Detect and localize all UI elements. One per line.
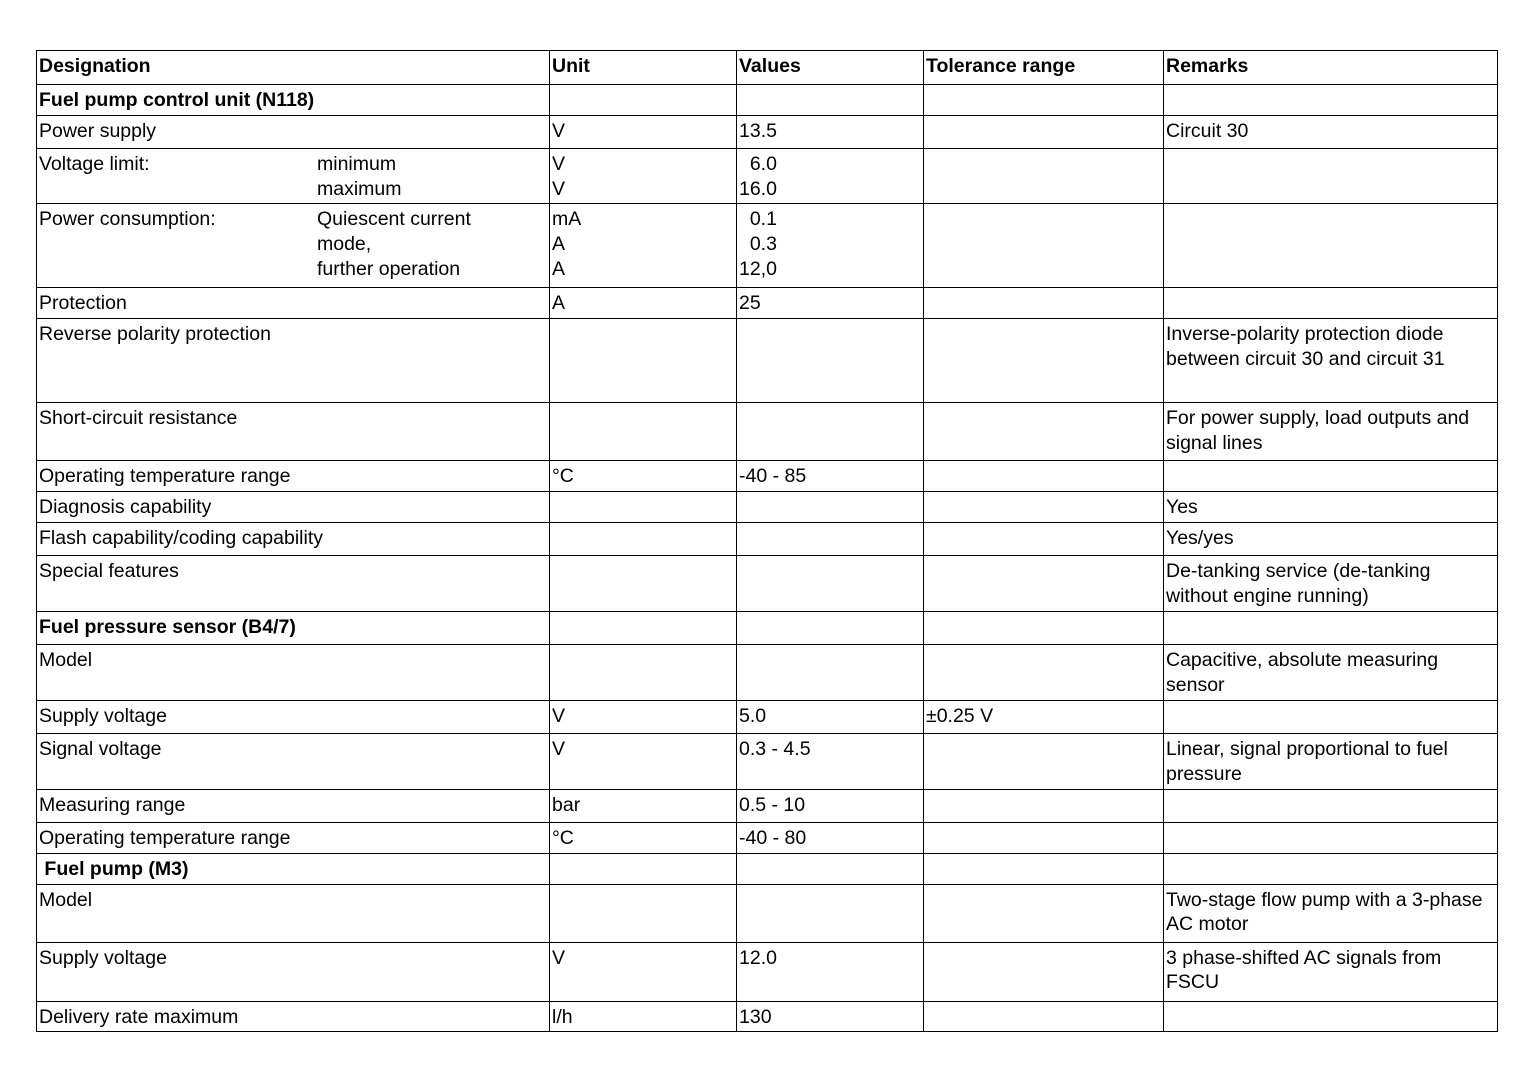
value-cell <box>737 645 924 701</box>
remarks-text: Linear, signal proportional to fuel pressure <box>1166 738 1448 785</box>
unit-cell <box>550 884 737 942</box>
tolerance-cell <box>924 85 1164 116</box>
unit-cell <box>550 115 737 148</box>
designation-cell <box>37 204 550 288</box>
designation-subtext: maximum <box>317 177 402 200</box>
value-text: 13.5 <box>739 119 777 142</box>
unit-cell <box>550 734 737 790</box>
value-cell <box>737 556 924 612</box>
designation-subtext: further operation <box>317 257 461 280</box>
table-row <box>37 148 1498 204</box>
tolerance-cell <box>924 822 1164 853</box>
designation-text: Measuring range <box>39 793 186 816</box>
table-row <box>37 523 1498 556</box>
table-row <box>37 734 1498 790</box>
unit-cell <box>550 319 737 403</box>
remarks-cell <box>1164 853 1498 884</box>
value-cell <box>737 115 924 148</box>
remarks-cell <box>1164 884 1498 942</box>
value-cell <box>737 403 924 461</box>
remarks-cell <box>1164 556 1498 612</box>
unit-text: V <box>552 119 566 142</box>
designation-text: Model <box>39 649 93 672</box>
table-row <box>37 701 1498 734</box>
unit-cell <box>550 288 737 319</box>
remarks-cell <box>1164 319 1498 403</box>
value-text: 12,0 <box>739 257 777 280</box>
value-cell <box>737 612 924 645</box>
unit-text: V <box>552 738 566 761</box>
designation-cell <box>37 853 550 884</box>
tolerance-cell <box>924 612 1164 645</box>
designation-text: Special features <box>39 560 179 583</box>
unit-cell <box>550 492 737 523</box>
table-row <box>37 645 1498 701</box>
table-row <box>37 492 1498 523</box>
designation-cell <box>37 319 550 403</box>
unit-text: mA <box>552 208 582 231</box>
unit-cell <box>550 789 737 822</box>
remarks-cell <box>1164 1001 1498 1032</box>
value-cell <box>737 319 924 403</box>
tolerance-cell <box>924 853 1164 884</box>
spec-table <box>36 50 1498 1032</box>
remarks-cell <box>1164 734 1498 790</box>
table-row <box>37 115 1498 148</box>
tolerance-cell <box>924 288 1164 319</box>
value-text: 6.0 <box>739 152 777 175</box>
tolerance-cell <box>924 701 1164 734</box>
value-cell <box>737 853 924 884</box>
unit-text: V <box>552 152 566 175</box>
tolerance-cell <box>924 403 1164 461</box>
designation-text: Operating temperature range <box>39 826 291 849</box>
table-row <box>37 85 1498 116</box>
header-tolerance: Tolerance range <box>924 51 1164 85</box>
value-cell <box>737 461 924 492</box>
remarks-cell <box>1164 822 1498 853</box>
remarks-cell <box>1164 942 1498 1001</box>
unit-cell <box>550 403 737 461</box>
value-cell <box>737 523 924 556</box>
unit-text: °C <box>552 465 574 488</box>
remarks-cell <box>1164 612 1498 645</box>
remarks-cell <box>1164 403 1498 461</box>
value-cell <box>737 884 924 942</box>
unit-cell <box>550 461 737 492</box>
table-row <box>37 556 1498 612</box>
unit-text: A <box>552 292 566 315</box>
unit-cell <box>550 556 737 612</box>
table-row <box>37 319 1498 403</box>
table-row <box>37 1001 1498 1032</box>
designation-cell <box>37 822 550 853</box>
remarks-text: For power supply, load outputs and signal lines <box>1166 407 1470 454</box>
table-row <box>37 612 1498 645</box>
value-text: 0.5 - 10 <box>739 793 806 816</box>
value-cell <box>737 942 924 1001</box>
value-text: 0.1 <box>739 208 777 231</box>
designation-text: Delivery rate maximum <box>39 1005 239 1028</box>
designation-text: Operating temperature range <box>39 465 291 488</box>
table-row <box>37 884 1498 942</box>
header-unit: Unit <box>550 51 737 85</box>
designation-text: Voltage limit: <box>39 152 150 175</box>
designation-cell <box>37 612 550 645</box>
table-row <box>37 461 1498 492</box>
tolerance-cell <box>924 523 1164 556</box>
table-row <box>37 204 1498 288</box>
value-text: -40 - 85 <box>739 465 807 488</box>
designation-text: Supply voltage <box>39 946 167 969</box>
designation-cell <box>37 884 550 942</box>
unit-cell <box>550 612 737 645</box>
value-cell <box>737 734 924 790</box>
value-text: 25 <box>739 292 761 315</box>
remarks-cell <box>1164 148 1498 204</box>
value-text: 16.0 <box>739 177 777 200</box>
designation-cell <box>37 492 550 523</box>
designation-cell <box>37 734 550 790</box>
designation-text: Power consumption: <box>39 208 216 231</box>
remarks-text: Yes/yes <box>1166 527 1234 550</box>
tolerance-cell <box>924 556 1164 612</box>
tolerance-cell <box>924 1001 1164 1032</box>
designation-cell <box>37 645 550 701</box>
remarks-cell <box>1164 789 1498 822</box>
unit-cell <box>550 822 737 853</box>
value-cell <box>737 701 924 734</box>
unit-text: V <box>552 177 566 200</box>
designation-text: Fuel pressure sensor (B4/7) <box>39 616 296 639</box>
tolerance-cell <box>924 148 1164 204</box>
unit-text: V <box>552 946 566 969</box>
designation-text: Model <box>39 888 93 911</box>
designation-subtext: mode, <box>317 233 372 255</box>
designation-cell <box>37 403 550 461</box>
designation-subtext: Quiescent current <box>317 208 471 231</box>
header-values: Values <box>737 51 924 85</box>
header-row <box>37 51 1498 85</box>
unit-cell <box>550 1001 737 1032</box>
unit-text: bar <box>552 793 581 816</box>
unit-cell <box>550 523 737 556</box>
designation-cell <box>37 942 550 1001</box>
table-row <box>37 853 1498 884</box>
designation-text: Signal voltage <box>39 738 162 761</box>
value-cell <box>737 288 924 319</box>
designation-text: Flash capability/coding capability <box>39 527 323 550</box>
value-cell <box>737 1001 924 1032</box>
value-cell <box>737 148 924 204</box>
value-text: 0.3 - 4.5 <box>739 738 811 761</box>
designation-text: Fuel pump (M3) <box>39 857 189 880</box>
designation-cell <box>37 701 550 734</box>
remarks-text: Circuit 30 <box>1166 119 1249 142</box>
designation-text: Power supply <box>39 119 157 142</box>
designation-cell <box>37 556 550 612</box>
designation-text: Protection <box>39 292 127 315</box>
designation-cell <box>37 288 550 319</box>
table-row <box>37 942 1498 1001</box>
remarks-text: De-tanking service (de-tanking without engine running) <box>1166 560 1431 607</box>
remarks-cell <box>1164 461 1498 492</box>
designation-cell <box>37 85 550 116</box>
tolerance-cell <box>924 115 1164 148</box>
designation-cell <box>37 1001 550 1032</box>
unit-cell <box>550 701 737 734</box>
value-cell <box>737 85 924 116</box>
designation-text: Short-circuit resistance <box>39 407 238 430</box>
table-row <box>37 789 1498 822</box>
remarks-text: Two-stage flow pump with a 3-phase AC motor <box>1166 888 1483 936</box>
value-text: -40 - 80 <box>739 826 807 849</box>
remarks-cell <box>1164 492 1498 523</box>
designation-cell <box>37 115 550 148</box>
tolerance-cell <box>924 319 1164 403</box>
designation-cell <box>37 523 550 556</box>
designation-cell <box>37 461 550 492</box>
value-text: 0.3 <box>739 233 777 255</box>
header-remarks: Remarks <box>1164 51 1498 85</box>
designation-text: Fuel pump control unit (N118) <box>39 89 315 111</box>
remarks-cell <box>1164 645 1498 701</box>
remarks-text: Inverse-polarity protection diode between circuit 30 and circuit 31 <box>1166 323 1445 370</box>
designation-text: Diagnosis capability <box>39 496 212 519</box>
value-text: 130 <box>739 1005 772 1028</box>
tolerance-cell <box>924 492 1164 523</box>
table-row <box>37 822 1498 853</box>
remarks-cell <box>1164 701 1498 734</box>
header-designation: Designation <box>37 51 550 85</box>
remarks-cell <box>1164 115 1498 148</box>
table-row <box>37 403 1498 461</box>
value-text: 12.0 <box>739 946 777 969</box>
tolerance-cell <box>924 734 1164 790</box>
remarks-cell <box>1164 204 1498 288</box>
unit-cell <box>550 85 737 116</box>
unit-cell <box>550 853 737 884</box>
designation-cell <box>37 148 550 204</box>
value-cell <box>737 204 924 288</box>
unit-cell <box>550 645 737 701</box>
unit-text: A <box>552 257 566 280</box>
designation-cell <box>37 789 550 822</box>
designation-text: Reverse polarity protection <box>39 323 271 346</box>
tolerance-cell <box>924 645 1164 701</box>
value-cell <box>737 492 924 523</box>
tolerance-text: ±0.25 V <box>926 705 994 728</box>
designation-subtext: minimum <box>317 152 397 175</box>
unit-text: A <box>552 233 566 255</box>
tolerance-cell <box>924 789 1164 822</box>
remarks-cell <box>1164 523 1498 556</box>
value-text: 5.0 <box>739 705 767 728</box>
remarks-text: Capacitive, absolute measuring sensor <box>1166 649 1439 696</box>
spec-table-body <box>37 51 1498 1032</box>
remarks-text: 3 phase-shifted AC signals from FSCU <box>1166 946 1442 994</box>
unit-cell <box>550 148 737 204</box>
tolerance-cell <box>924 942 1164 1001</box>
tolerance-cell <box>924 884 1164 942</box>
unit-cell <box>550 942 737 1001</box>
unit-cell <box>550 204 737 288</box>
remarks-cell <box>1164 288 1498 319</box>
value-cell <box>737 789 924 822</box>
remarks-cell <box>1164 85 1498 116</box>
unit-text: V <box>552 705 566 728</box>
tolerance-cell <box>924 461 1164 492</box>
value-cell <box>737 822 924 853</box>
remarks-text: Yes <box>1166 496 1198 519</box>
tolerance-cell <box>924 204 1164 288</box>
unit-text: l/h <box>552 1005 573 1028</box>
table-row <box>37 288 1498 319</box>
designation-text: Supply voltage <box>39 705 167 728</box>
unit-text: °C <box>552 826 574 849</box>
